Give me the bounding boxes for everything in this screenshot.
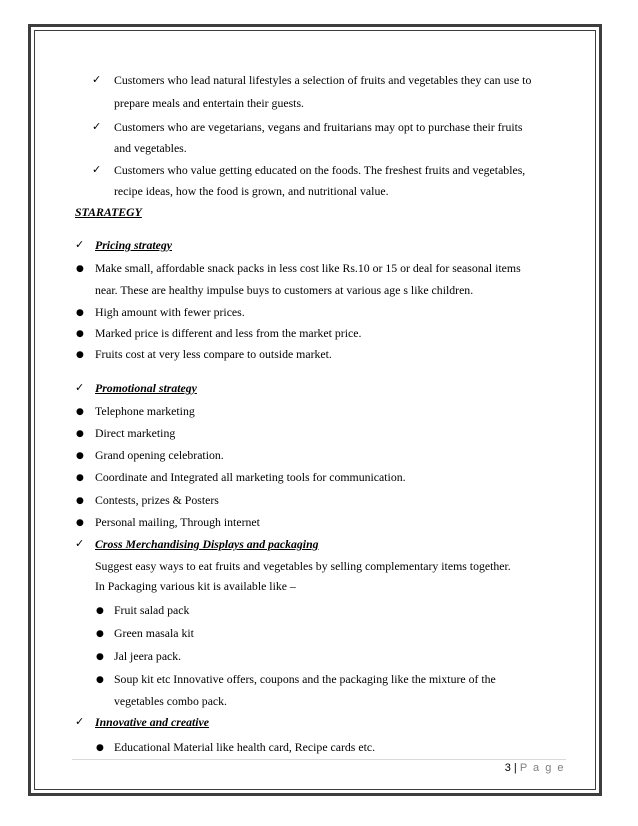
checkmark-icon: ✓: [75, 715, 85, 728]
bullet-dot-icon: ●: [76, 451, 84, 461]
bullet-dot-icon: ●: [96, 606, 104, 616]
kit-item-line-1: Soup kit etc Innovative offers, coupons and the packaging like the mixture of the: [114, 672, 496, 686]
bullet-dot-icon: ●: [76, 329, 84, 339]
promotional-item: Direct marketing: [95, 426, 176, 440]
pricing-heading: Pricing strategy: [95, 238, 173, 252]
intro-item-3-line-1: Customers who value getting educated on the foods. The freshest fruits and vegetables,: [114, 163, 526, 177]
intro-item-2-line-1: Customers who are vegetarians, vegans and fruitarians may opt to purchase their fruits: [114, 120, 523, 134]
promotional-item: Telephone marketing: [95, 404, 195, 418]
pricing-item-2: High amount with fewer prices.: [95, 305, 245, 319]
innovative-item: Educational Material like health card, Recipe cards etc.: [114, 740, 376, 754]
bullet-dot-icon: ●: [76, 264, 84, 274]
cross-paragraph-2: In Packaging various kit is available like –: [95, 579, 296, 593]
bullet-dot-icon: ●: [76, 429, 84, 439]
pricing-item-4: Fruits cost at very less compare to outside market.: [95, 347, 332, 361]
footer-divider: [72, 759, 566, 760]
checkmark-icon: ✓: [92, 73, 102, 86]
bullet-dot-icon: ●: [96, 743, 104, 753]
promotional-item: Personal mailing, Through internet: [95, 515, 260, 529]
intro-item-3-line-2: recipe ideas, how the food is grown, and nutritional value.: [114, 184, 389, 198]
checkmark-icon: ✓: [92, 120, 102, 133]
bullet-dot-icon: ●: [76, 308, 84, 318]
kit-item-line-2: vegetables combo pack.: [114, 694, 228, 708]
strategy-title: STARATEGY: [75, 205, 142, 219]
bullet-dot-icon: ●: [76, 518, 84, 528]
bullet-dot-icon: ●: [76, 496, 84, 506]
checkmark-icon: ✓: [75, 381, 85, 394]
kit-item: Green masala kit: [114, 626, 194, 640]
page-number: 3: [504, 762, 511, 774]
bullet-dot-icon: ●: [76, 350, 84, 360]
pricing-item-3: Marked price is different and less from the market price.: [95, 326, 362, 340]
footer-separator: |: [513, 762, 517, 774]
promotional-item: Grand opening celebration.: [95, 448, 224, 462]
innovative-heading: Innovative and creative: [95, 715, 210, 729]
kit-item: Fruit salad pack: [114, 603, 190, 617]
cross-paragraph-1: Suggest easy ways to eat fruits and vegetables by selling complementary items together.: [95, 559, 511, 573]
promotional-heading: Promotional strategy: [95, 381, 197, 395]
bullet-dot-icon: ●: [96, 675, 104, 685]
kit-item: Jal jeera pack.: [114, 649, 182, 663]
pricing-item-1-line-2: near. These are healthy impulse buys to customers at various age s like children.: [95, 283, 474, 297]
promotional-item: Coordinate and Integrated all marketing tools for communication.: [95, 470, 406, 484]
checkmark-icon: ✓: [92, 163, 102, 176]
bullet-dot-icon: ●: [76, 407, 84, 417]
checkmark-icon: ✓: [75, 238, 85, 251]
bullet-dot-icon: ●: [96, 652, 104, 662]
intro-item-2-line-2: and vegetables.: [114, 141, 187, 155]
page-footer: [495, 762, 565, 774]
checkmark-icon: ✓: [75, 537, 85, 550]
page-label: P a g e: [519, 762, 565, 774]
intro-item-1-line-1: Customers who lead natural lifestyles a selection of fruits and vegetables they can use to: [114, 73, 532, 87]
pricing-item-1-line-1: Make small, affordable snack packs in less cost like Rs.10 or 15 or deal for seasonal items: [95, 261, 521, 275]
promotional-item: Contests, prizes & Posters: [95, 493, 219, 507]
cross-merchandising-heading: Cross Merchandising Displays and packaging: [95, 537, 319, 551]
bullet-dot-icon: ●: [76, 473, 84, 483]
intro-item-1-line-2: prepare meals and entertain their guests.: [114, 96, 304, 110]
bullet-dot-icon: ●: [96, 629, 104, 639]
